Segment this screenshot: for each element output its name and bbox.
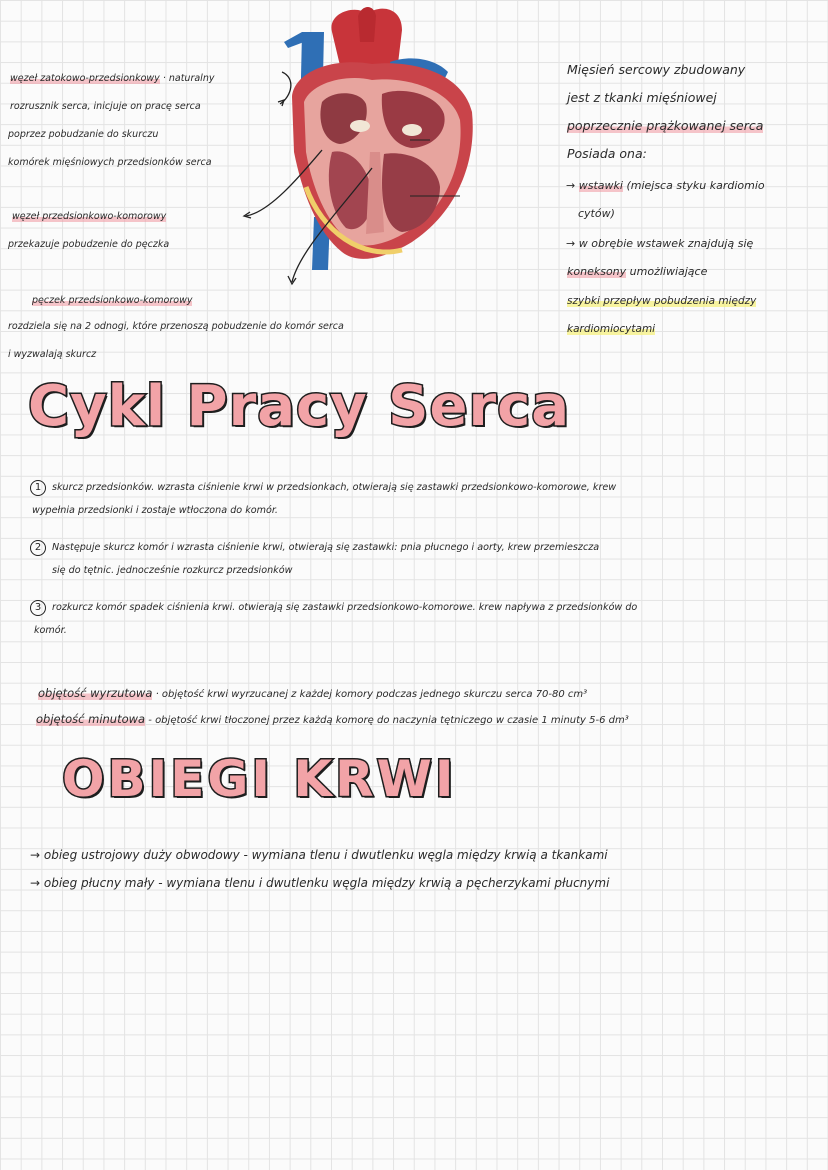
cardiomyocytes-text: kardiomiocytami xyxy=(567,323,656,335)
annotation-connectors xyxy=(0,0,828,300)
sa-node-line1 xyxy=(10,74,214,84)
step-1-line1: skurcz przedsionków. wzrasta ciśnienie krwi w przedsionkach, otwierają się zastawki przedsionkowo-komorowe, krew xyxy=(52,482,617,493)
muscle-line3 xyxy=(567,120,763,133)
fast-conduction-text: szybki przepływ pobudzenia między xyxy=(567,295,757,307)
bundle-line1 xyxy=(32,296,192,306)
connexons-term: koneksony xyxy=(567,265,627,278)
bundle-term: pęczek przedsionkowo-komorowy xyxy=(32,295,193,306)
sa-node-desc-start: · naturalny xyxy=(162,73,215,84)
intercalated-discs-desc: (miejsca styku kardiomio xyxy=(626,179,765,192)
sa-node-line3: poprzez pobudzanie do skurczu xyxy=(8,129,159,140)
cardiac-cycle-heading: Cykl Pracy Serca xyxy=(28,374,571,439)
step-3-line1: rozkurcz komór spadek ciśnienia krwi. otwierają się zastawki przedsionkowo-komorowe. krew napływa z przedsionków do xyxy=(52,602,638,613)
connexons-desc: umożliwiające xyxy=(629,265,708,278)
pulmonary-circulation-text: obieg płucny mały - wymiana tlenu i dwutlenku węgla między krwią a pęcherzykami płucnymi xyxy=(43,876,610,890)
step-2-line1: Następuje skurcz komór i wzrasta ciśnienie krwi, otwierają się zastawki: pnia płucnego i aorty, krew przemieszcza xyxy=(52,542,600,553)
stroke-volume-desc: · objętość krwi wyrzucanej z każdej komory podczas jednego skurczu serca xyxy=(155,689,533,700)
stroke-volume-value: 70-80 cm³ xyxy=(535,689,588,700)
arrow-icon: → xyxy=(30,876,41,890)
sa-node-line2: rozrusznik serca, inicjuje on pracę serca xyxy=(10,101,201,112)
muscle-line4: Posiada ona: xyxy=(567,146,647,161)
cycle-step-2 xyxy=(30,542,820,576)
muscle-line9 xyxy=(567,296,756,307)
av-node-line2: przekazuje pobudzenie do pęczka xyxy=(8,239,170,250)
step-3-line2: komór. xyxy=(34,625,67,636)
muscle-line2: jest z tkanki mięśniowej xyxy=(567,90,717,105)
minute-volume-desc: - objętość krwi tłoczonej przez każdą komorę do naczynia tętniczego w czasie 1 minuty xyxy=(148,715,586,726)
stroke-volume-line xyxy=(38,686,587,700)
step-2-line2: się do tętnic. jednocześnie rozkurcz przedsionków xyxy=(52,565,293,576)
sa-node-term: węzeł zatokowo-przedsionkowy xyxy=(10,73,160,84)
muscle-line5 xyxy=(566,180,765,191)
minute-volume-term: objętość minutowa xyxy=(36,712,146,726)
step-number-3: 3 xyxy=(30,600,46,616)
intercalated-discs-term: wstawki xyxy=(578,179,623,192)
cycle-step-3 xyxy=(30,602,820,636)
minute-volume-line xyxy=(36,712,629,726)
muscle-line8 xyxy=(567,266,707,277)
connexons-intro: w obrębie wstawek znajdują się xyxy=(578,237,754,250)
muscle-line1: Mięsień sercowy zbudowany xyxy=(567,62,746,77)
muscle-tissue-term: poprzecznie prążkowanej serca xyxy=(567,118,764,133)
step-1-line2: wypełnia przedsionki i zostaje wtłoczona do komór. xyxy=(32,505,278,516)
systemic-circulation-line xyxy=(30,848,608,862)
sa-node-line4: komórek mięśniowych przedsionków serca xyxy=(8,157,212,168)
systemic-circulation-text: obieg ustrojowy duży obwodowy - wymiana tlenu i dwutlenku węgla między krwią a tkankami xyxy=(43,848,608,862)
arrow-icon: → xyxy=(566,237,576,250)
av-node-term: węzeł przedsionkowo-komorowy xyxy=(12,211,167,222)
pulmonary-circulation-line xyxy=(30,876,609,890)
muscle-line7 xyxy=(566,238,753,249)
cycle-step-1 xyxy=(30,482,820,516)
av-node-line1 xyxy=(12,212,166,222)
step-number-1: 1 xyxy=(30,480,46,496)
step-number-2: 2 xyxy=(30,540,46,556)
circulation-heading: OBIEGI KRWI xyxy=(62,750,457,808)
arrow-icon: → xyxy=(566,179,576,192)
stroke-volume-term: objętość wyrzutowa xyxy=(38,686,153,700)
minute-volume-value: 5-6 dm³ xyxy=(589,715,629,726)
muscle-line6: cytów) xyxy=(578,207,615,220)
arrow-icon: → xyxy=(30,848,41,862)
bundle-line3: i wyzwalają skurcz xyxy=(8,349,97,360)
bundle-line2: rozdziela się na 2 odnogi, które przenoszą pobudzenie do komór serca xyxy=(8,321,344,332)
muscle-line10 xyxy=(567,324,655,335)
